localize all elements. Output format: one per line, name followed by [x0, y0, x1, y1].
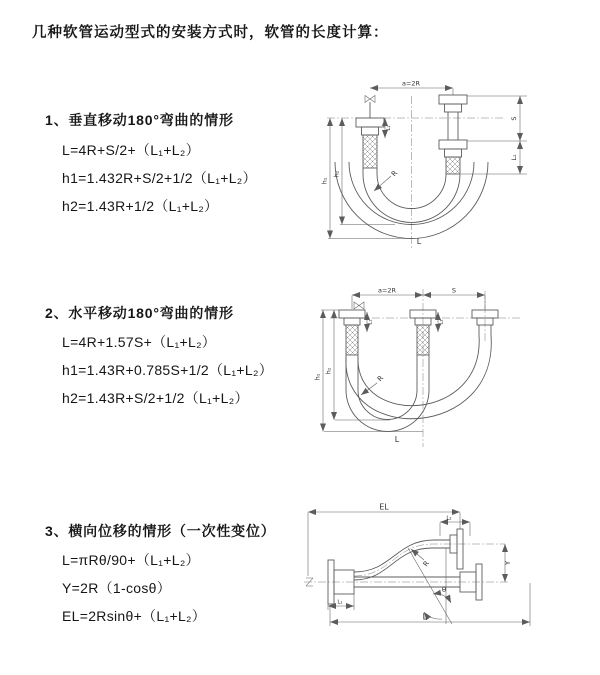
section-1-heading: 1、垂直移动180°弯曲的情形 [45, 112, 234, 128]
dim-label-h2: h₂ [332, 170, 341, 178]
dim-label-l2: L₂ [438, 319, 445, 325]
middle-fitting [410, 310, 436, 355]
dim-label-y: Y [504, 560, 512, 566]
diagram-horizontal-bend-180 [315, 285, 590, 455]
dim-label-l1: L₁ [337, 599, 343, 606]
dim-label-l2: L₂ [510, 154, 518, 161]
dim-label-s: S [510, 116, 518, 121]
dimension-lines [308, 512, 530, 626]
dim-label-a2r: a=2R [401, 79, 421, 88]
dim-label-h2: h₂ [324, 367, 333, 375]
anchor-symbol [354, 302, 364, 309]
dim-label-l: L [422, 612, 428, 623]
radius-label: R [421, 559, 432, 569]
angle-label: θ [441, 586, 447, 594]
diagram-vertical-bend-180 [315, 74, 580, 252]
length-label: L [394, 435, 400, 444]
dim-label-h1: h₁ [320, 177, 329, 185]
section-1-formula-L: L=4R+S/2+（L₁+L₂） [62, 142, 200, 158]
section-3-formula-L: L=πRθ/90+（L₁+L₂） [62, 552, 200, 568]
dim-label-l1: L₁ [386, 125, 392, 131]
anchor-symbol [365, 96, 375, 103]
radius-label: R [389, 169, 400, 179]
section-2-heading: 2、水平移动180°弯曲的情形 [45, 305, 234, 321]
dim-label-l2: L₂ [446, 515, 452, 522]
section-2-formula-h2: h2=1.43R+S/2+1/2（L₁+L₂） [62, 390, 249, 406]
section-3-formula-Y: Y=2R（1-cosθ） [62, 580, 172, 596]
diagram-lateral-displacement [300, 502, 600, 650]
curved-hose [354, 529, 463, 580]
section-1-formula-h1: h1=1.432R+S/2+1/2（L₁+L₂） [62, 170, 257, 186]
right-fitting [439, 95, 467, 174]
section-3-formula-EL: EL=2Rsinθ+（L₁+L₂） [62, 608, 207, 624]
page-title: 几种软管运动型式的安装方式时，软管的长度计算： [32, 25, 389, 41]
dim-label-l1: L₁ [367, 319, 374, 325]
left-fitting [339, 310, 365, 355]
length-label: L [416, 237, 422, 246]
radius-label: R [375, 374, 386, 384]
dim-label-h1: h₁ [313, 373, 322, 381]
left-fitting [356, 102, 384, 168]
dim-label-el: EL [379, 502, 389, 512]
dim-label-s: S [451, 286, 457, 295]
section-1-formula-h2: h2=1.43R+1/2（L₁+L₂） [62, 198, 219, 214]
section-3-heading: 3、横向位移的情形（一次性变位） [45, 523, 276, 539]
dim-label-a2r: a=2R [377, 286, 397, 295]
section-2-formula-L: L=4R+1.57S+（L₁+L₂） [62, 334, 217, 350]
section-2-formula-h1: h1=1.43R+0.785S+1/2（L₁+L₂） [62, 362, 273, 378]
